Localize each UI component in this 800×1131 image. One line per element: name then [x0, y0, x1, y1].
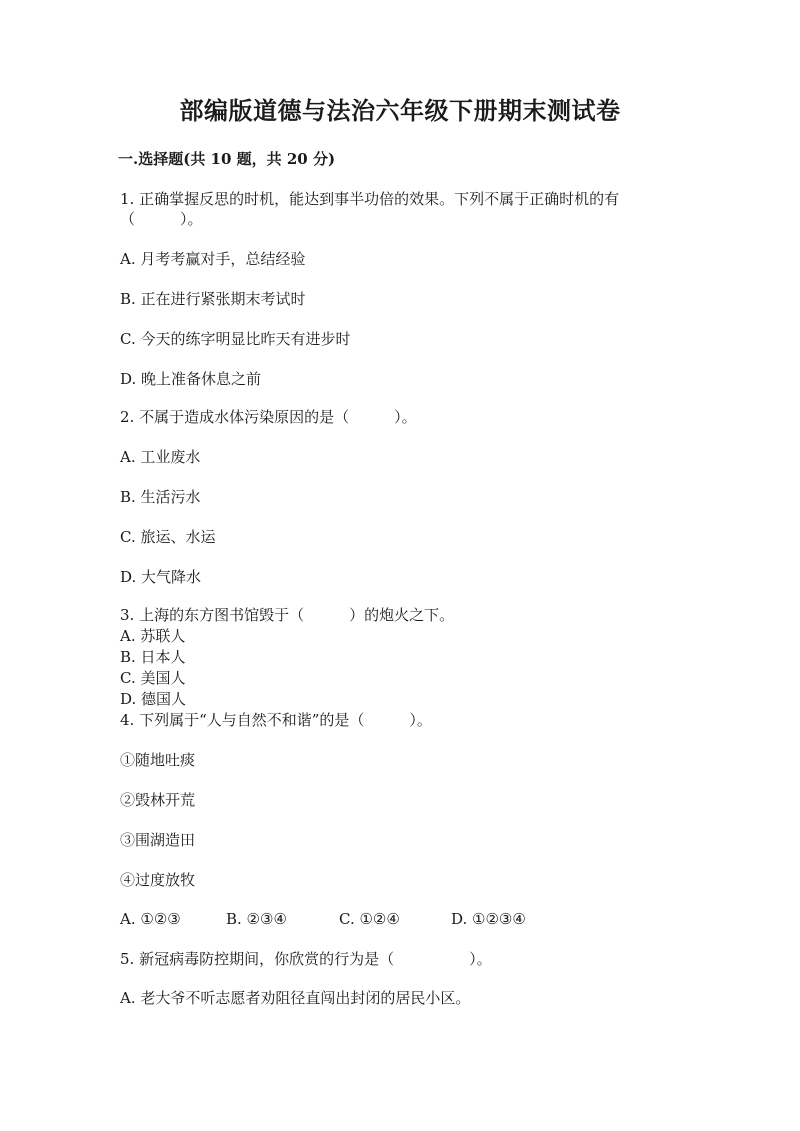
question-3-option-c: C. 美国人	[120, 669, 186, 687]
question-4-option-b: B. ②③④	[226, 910, 287, 928]
question-4-item-3: ③围湖造田	[120, 831, 196, 849]
question-3-stem: 3. 上海的东方图书馆毁于（ ）的炮火之下。	[120, 606, 455, 624]
question-5-stem: 5. 新冠病毒防控期间，你欣赏的行为是（ ）。	[120, 950, 492, 968]
section-heading: 一.选择题(共 10 题，共 20 分)	[118, 150, 336, 168]
question-4-option-c: C. ①②④	[339, 910, 400, 928]
question-1-stem: 1. 正确掌握反思的时机，能达到事半功倍的效果。下列不属于正确时机的有	[120, 190, 620, 208]
question-3-option-a: A. 苏联人	[120, 627, 186, 645]
question-2-option-d: D. 大气降水	[120, 568, 202, 586]
question-4-item-1: ①随地吐痰	[120, 751, 196, 769]
question-2-option-c: C. 旅运、水运	[120, 528, 216, 546]
question-4-stem: 4. 下列属于“人与自然不和谐”的是（ ）。	[120, 711, 432, 729]
question-5-option-a: A. 老大爷不听志愿者劝阻径直闯出封闭的居民小区。	[120, 989, 471, 1007]
question-4-option-a: A. ①②③	[120, 910, 181, 928]
question-4-item-2: ②毁林开荒	[120, 791, 196, 809]
question-1-option-d: D. 晚上准备休息之前	[120, 370, 262, 388]
question-2-stem: 2. 不属于造成水体污染原因的是（ ）。	[120, 408, 417, 426]
document-title: 部编版道德与法治六年级下册期末测试卷	[179, 96, 621, 125]
question-1-option-a: A. 月考考赢对手，总结经验	[120, 250, 306, 268]
question-1-option-b: B. 正在进行紧张期末考试时	[120, 290, 306, 308]
question-4-item-4: ④过度放牧	[120, 871, 196, 889]
question-3-option-d: D. 德国人	[120, 690, 187, 708]
question-2-option-b: B. 生活污水	[120, 488, 201, 506]
question-1-blank: （ ）。	[120, 210, 203, 228]
question-4-option-d: D. ①②③④	[451, 910, 526, 928]
question-3-option-b: B. 日本人	[120, 648, 186, 666]
question-2-option-a: A. 工业废水	[120, 448, 201, 466]
question-1-option-c: C. 今天的练字明显比昨天有进步时	[120, 330, 351, 348]
